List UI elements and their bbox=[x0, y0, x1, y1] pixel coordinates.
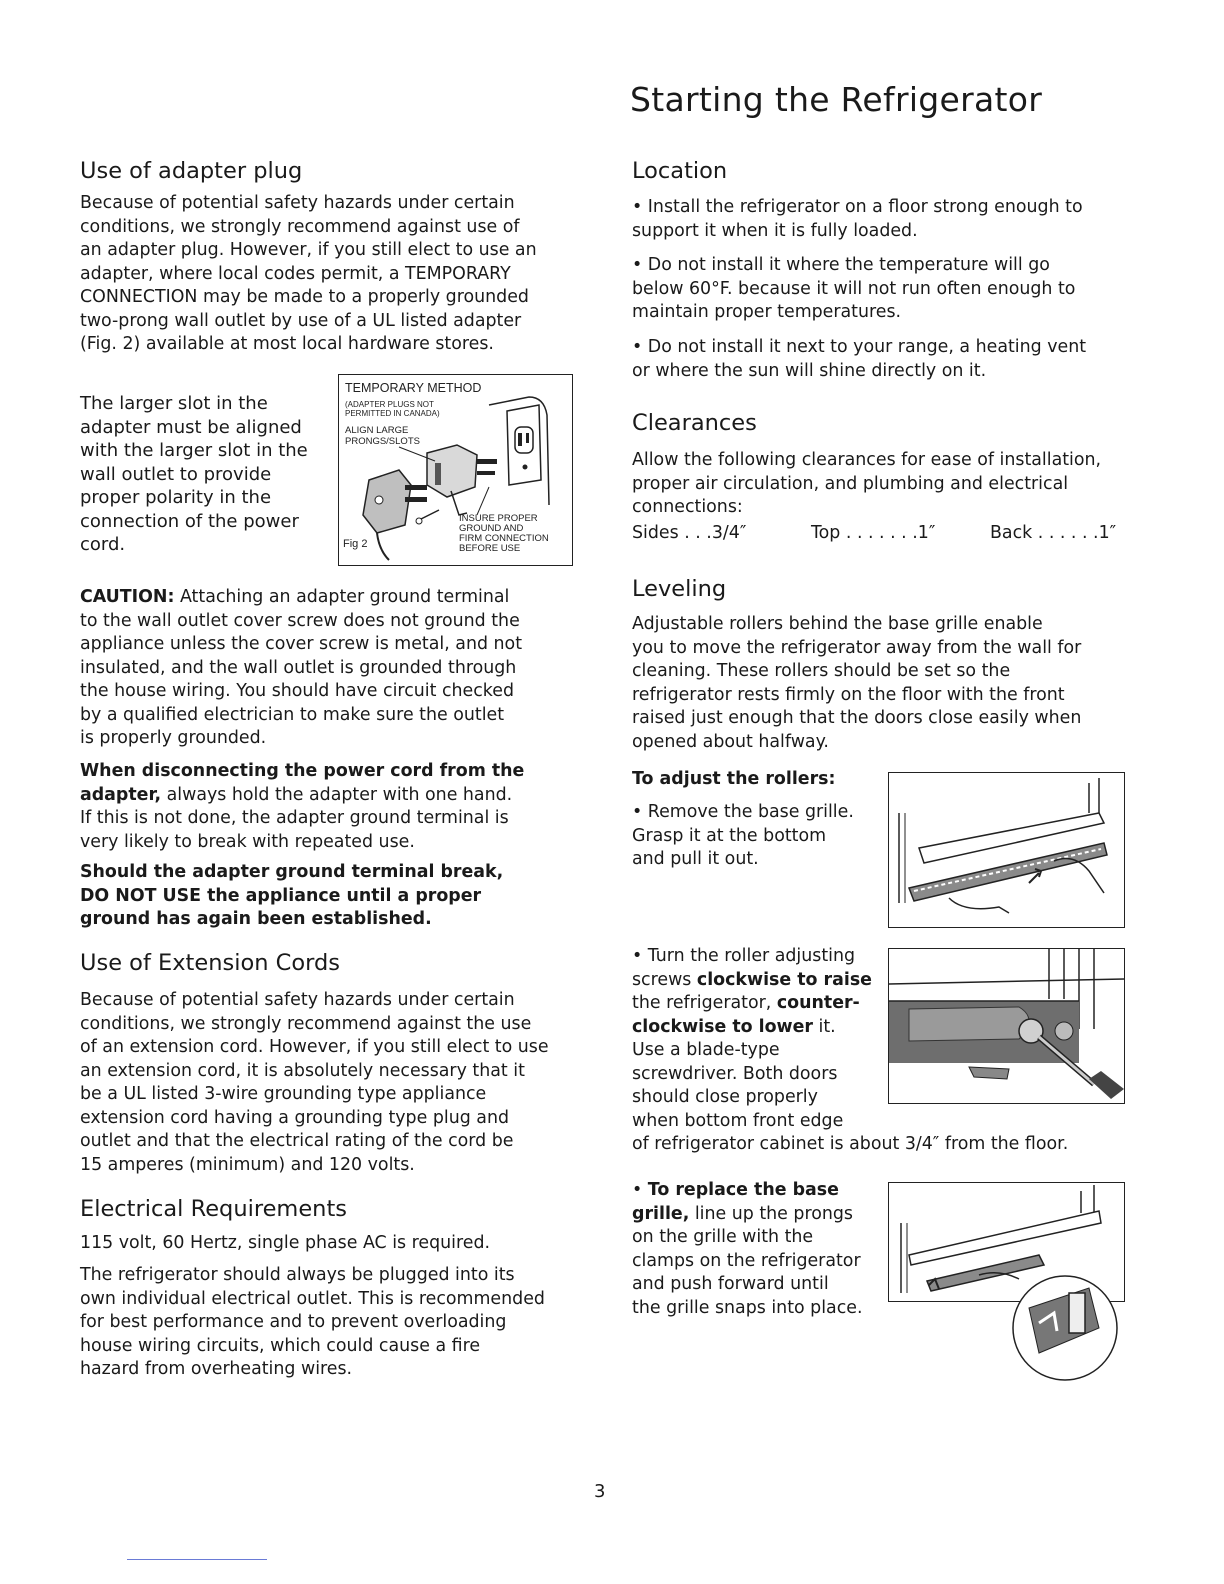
text-line: two-prong wall outlet by use of a UL listed adapter bbox=[80, 310, 522, 331]
heading-clearances: Clearances bbox=[632, 410, 757, 436]
text-line: for best performance and to prevent overloading bbox=[80, 1312, 507, 1332]
text-line bbox=[632, 254, 1132, 278]
text-span: grille, bbox=[632, 1203, 690, 1224]
roller-screw-illustration bbox=[889, 949, 1124, 1103]
text-line: insulated, and the wall outlet is grounded through bbox=[80, 657, 517, 678]
disconnect-paragraph bbox=[80, 760, 580, 854]
text-span: Remove the base grille. bbox=[647, 802, 854, 822]
clearances-paragraph bbox=[632, 449, 1152, 520]
clearance-back bbox=[990, 523, 1116, 543]
text-line: opened about halfway. bbox=[632, 731, 829, 752]
text-line: an extension cord, it is absolutely necessary that it bbox=[80, 1060, 525, 1081]
ground-screw bbox=[416, 510, 439, 524]
clearance-value: 1″ bbox=[1098, 523, 1117, 543]
leveling-paragraph bbox=[632, 613, 1132, 754]
figure-callout: FIRM CONNECTION bbox=[459, 533, 549, 544]
text-line: The refrigerator should always be plugged into its bbox=[80, 1265, 515, 1285]
caution-paragraph bbox=[80, 586, 580, 751]
page-title: Starting the Refrigerator bbox=[630, 80, 1043, 119]
power-plug bbox=[363, 470, 427, 560]
figure-callout: GROUND AND bbox=[459, 523, 524, 534]
text-span: Turn the roller adjusting bbox=[647, 946, 856, 966]
text-line: CONNECTION may be made to a properly grounded bbox=[80, 287, 529, 307]
text-span: the refrigerator, bbox=[632, 993, 777, 1013]
text-line: and push forward until bbox=[632, 1274, 829, 1294]
location-bullet-1 bbox=[632, 196, 1132, 243]
text-line: 15 amperes (minimum) and 120 volts. bbox=[80, 1154, 415, 1175]
clearance-label: Back bbox=[990, 523, 1033, 543]
clearance-label: Sides bbox=[632, 523, 679, 543]
roller-screw-figure bbox=[888, 948, 1125, 1104]
text-span: line up the prongs bbox=[689, 1203, 853, 1224]
text-line: to the wall outlet cover screw does not ground the bbox=[80, 610, 520, 631]
text-line: If this is not done, the adapter ground terminal is bbox=[80, 808, 509, 828]
text-line: when bottom front edge bbox=[632, 1110, 844, 1131]
text-line: you to move the refrigerator away from the wall for bbox=[632, 637, 1082, 658]
text-line bbox=[632, 969, 882, 993]
figure-callout: ALIGN LARGE bbox=[345, 425, 409, 436]
clearance-top bbox=[811, 523, 935, 543]
text-line bbox=[632, 1203, 882, 1227]
page-number: 3 bbox=[594, 1481, 606, 1502]
heading-electrical-requirements: Electrical Requirements bbox=[80, 1196, 347, 1222]
text-line: Grasp it at the bottom bbox=[632, 825, 827, 846]
bullet-icon bbox=[632, 197, 642, 217]
figure-callout: INSURE PROPER bbox=[459, 513, 538, 524]
leader-line bbox=[477, 487, 489, 515]
electrical-line: 115 volt, 60 Hertz, single phase AC is required. bbox=[80, 1233, 491, 1253]
text-line: conditions, we strongly recommend against the use bbox=[80, 1013, 532, 1034]
text-line: wall outlet to provide bbox=[80, 463, 272, 485]
text-span: counter- bbox=[776, 993, 860, 1013]
text-span: Attaching an adapter ground terminal bbox=[179, 587, 510, 607]
text-line: very likely to break with repeated use. bbox=[80, 831, 415, 852]
text-line: the house wiring. You should have circuit checked bbox=[80, 681, 514, 701]
text-line bbox=[632, 945, 882, 969]
text-line: clamps on the refrigerator bbox=[632, 1250, 861, 1271]
figure-title: TEMPORARY METHOD bbox=[345, 381, 482, 395]
figure-callout: BEFORE USE bbox=[459, 543, 521, 554]
adapter-slot-text bbox=[80, 392, 330, 557]
text-line: hazard from overheating wires. bbox=[80, 1359, 353, 1379]
text-span: Install the refrigerator on a floor strong enough to bbox=[647, 197, 1083, 217]
electrical-paragraph bbox=[80, 1264, 580, 1382]
text-line: support it when it is fully loaded. bbox=[632, 220, 918, 241]
text-line: by a qualified electrician to make sure the outlet bbox=[80, 704, 505, 725]
text-line: Should the adapter ground terminal break, bbox=[80, 862, 504, 882]
text-line bbox=[632, 336, 1132, 360]
heading-adapter-plug: Use of adapter plug bbox=[80, 158, 303, 184]
text-line: conditions, we strongly recommend against use of bbox=[80, 216, 520, 237]
adjust-rollers-heading: To adjust the rollers: bbox=[632, 769, 836, 789]
text-line: own individual electrical outlet. This is recommended bbox=[80, 1288, 545, 1309]
text-line: proper air circulation, and plumbing and electrical bbox=[632, 473, 1069, 494]
text-line bbox=[80, 586, 580, 610]
text-line: house wiring circuits, which could cause a fire bbox=[80, 1335, 481, 1356]
replace-grille-step bbox=[632, 1179, 882, 1320]
text-line: is properly grounded. bbox=[80, 728, 267, 748]
ground-warning bbox=[80, 861, 580, 932]
replace-grille-illustration bbox=[889, 1183, 1127, 1355]
text-line: connection of the power bbox=[80, 510, 299, 532]
text-line: Because of potential safety hazards under certain bbox=[80, 193, 515, 213]
text-line: extension cord having a grounding type plug and bbox=[80, 1107, 509, 1128]
text-line bbox=[80, 784, 580, 808]
figure-note: (ADAPTER PLUGS NOT bbox=[345, 400, 434, 409]
text-line: adapter, where local codes permit, a TEMPORARY bbox=[80, 263, 511, 284]
turn-screws-step bbox=[632, 945, 882, 1133]
text-line: proper polarity in the bbox=[80, 487, 272, 508]
text-line bbox=[632, 801, 882, 825]
text-span: always hold the adapter with one hand. bbox=[161, 784, 513, 805]
bullet-icon bbox=[632, 255, 642, 275]
text-line: raised just enough that the doors close easily when bbox=[632, 708, 1082, 728]
heading-location: Location bbox=[632, 158, 728, 184]
text-line: on the grille with the bbox=[632, 1227, 814, 1247]
text-line: or where the sun will shine directly on it. bbox=[632, 360, 987, 381]
text-span: screws bbox=[632, 969, 697, 990]
text-line: When disconnecting the power cord from the bbox=[80, 761, 525, 781]
text-line: below 60°F. because it will not run often enough to bbox=[632, 278, 1076, 299]
adapter-plug bbox=[427, 445, 497, 515]
text-span: clockwise to raise bbox=[696, 969, 872, 990]
replace-grille-figure bbox=[888, 1182, 1125, 1302]
remove-grille-figure bbox=[888, 772, 1125, 928]
text-line: connections: bbox=[632, 497, 743, 517]
bullet-icon bbox=[632, 337, 642, 357]
text-line: Because of potential safety hazards under certain bbox=[80, 990, 515, 1010]
text-line: outlet and that the electrical rating of the cord be bbox=[80, 1131, 514, 1151]
remove-grille-step bbox=[632, 801, 882, 872]
text-span: To replace the base bbox=[647, 1180, 839, 1200]
wall-outlet bbox=[489, 397, 549, 505]
text-line: DO NOT USE the appliance until a proper bbox=[80, 885, 482, 906]
remove-grille-illustration bbox=[889, 773, 1124, 927]
text-line: with the larger slot in the bbox=[80, 440, 308, 461]
text-line: and pull it out. bbox=[632, 849, 759, 869]
text-line: adapter must be aligned bbox=[80, 416, 302, 438]
text-line: the grille snaps into place. bbox=[632, 1297, 863, 1318]
text-line: should close properly bbox=[632, 1087, 818, 1107]
bullet-icon bbox=[632, 802, 642, 822]
figure-callout: PRONGS/SLOTS bbox=[345, 436, 420, 447]
text-line bbox=[632, 1179, 882, 1203]
caution-label: CAUTION: bbox=[80, 587, 175, 607]
heading-leveling: Leveling bbox=[632, 576, 727, 602]
adapter-illustration bbox=[339, 375, 572, 565]
text-line bbox=[632, 992, 882, 1016]
clearance-value: 3/4″ bbox=[711, 523, 747, 543]
adapter-figure bbox=[338, 374, 573, 566]
text-line: of an extension cord. However, if you still elect to use bbox=[80, 1037, 549, 1057]
text-line: be a UL listed 3-wire grounding type appliance bbox=[80, 1084, 487, 1104]
text-span: Do not install it where the temperature will go bbox=[647, 255, 1050, 275]
heading-extension-cords: Use of Extension Cords bbox=[80, 950, 340, 976]
bullet-icon bbox=[632, 1180, 642, 1200]
clearance-dots: . . . . . . bbox=[1032, 523, 1099, 543]
text-span: Do not install it next to your range, a heating vent bbox=[647, 337, 1087, 357]
turn-screws-last-line: of refrigerator cabinet is about 3/4″ from the floor. bbox=[632, 1134, 1069, 1154]
footer-rule bbox=[127, 1559, 267, 1560]
text-line: Adjustable rollers behind the base grille enable bbox=[632, 614, 1043, 634]
text-line: Use a blade-type bbox=[632, 1040, 780, 1060]
text-line bbox=[632, 196, 1132, 220]
text-line: appliance unless the cover screw is metal, and not bbox=[80, 634, 523, 654]
text-line: refrigerator rests firmly on the floor with the front bbox=[632, 684, 1065, 705]
text-line: maintain proper temperatures. bbox=[632, 302, 902, 322]
bullet-icon bbox=[632, 946, 642, 966]
clearance-dots: . . . bbox=[678, 523, 712, 543]
text-line: screwdriver. Both doors bbox=[632, 1063, 838, 1084]
text-line: The larger slot in the bbox=[80, 393, 268, 414]
adapter-intro bbox=[80, 192, 580, 357]
text-line bbox=[632, 1016, 882, 1040]
clearance-sides bbox=[632, 523, 746, 543]
figure-label: Fig 2 bbox=[343, 538, 368, 550]
text-line: cleaning. These rollers should be set so the bbox=[632, 661, 1011, 681]
text-span: clockwise to lower bbox=[632, 1016, 813, 1037]
figure-note: PERMITTED IN CANADA) bbox=[345, 409, 440, 418]
text-span: it. bbox=[812, 1016, 836, 1037]
text-line: (Fig. 2) available at most local hardware stores. bbox=[80, 334, 494, 354]
text-line: cord. bbox=[80, 534, 126, 555]
text-line: ground has again been established. bbox=[80, 909, 432, 929]
text-line: an adapter plug. However, if you still elect to use an bbox=[80, 240, 537, 260]
clearance-value: 1″ bbox=[917, 523, 936, 543]
extension-paragraph bbox=[80, 989, 580, 1177]
clearance-dots: . . . . . . . bbox=[840, 523, 918, 543]
text-span: adapter, bbox=[80, 784, 162, 805]
location-bullet-2 bbox=[632, 254, 1132, 325]
location-bullet-3 bbox=[632, 336, 1132, 383]
text-line: Allow the following clearances for ease of installation, bbox=[632, 450, 1102, 470]
clearance-label: Top bbox=[811, 523, 841, 543]
